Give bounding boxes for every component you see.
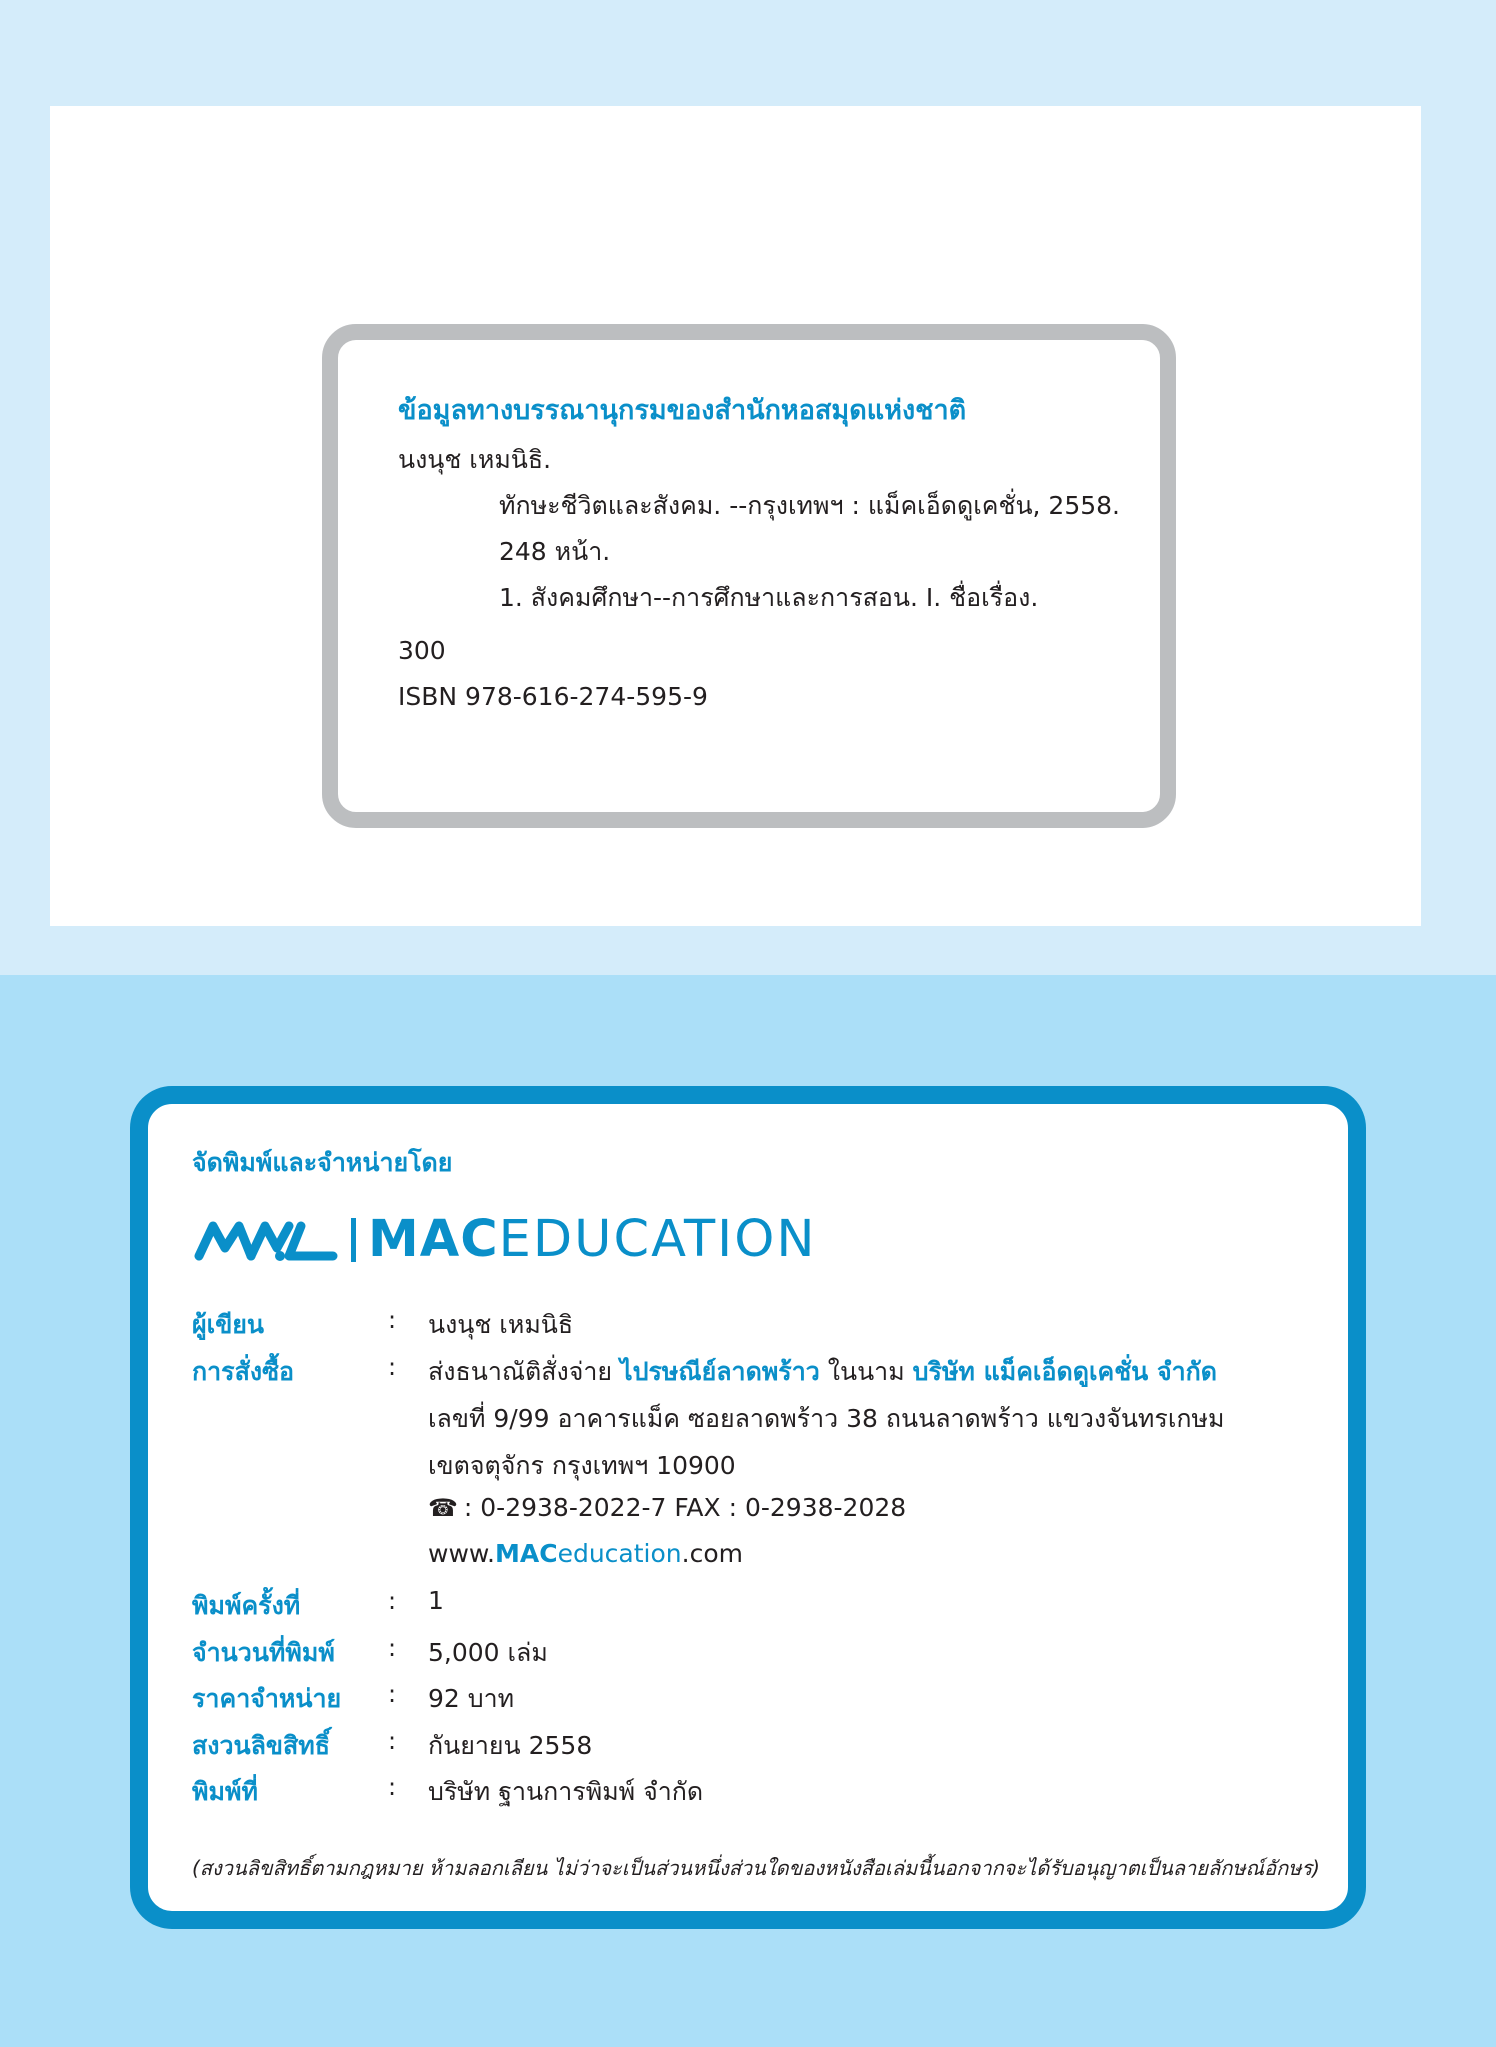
price-colon: :	[388, 1680, 397, 1708]
telephone-icon: ☎	[428, 1494, 458, 1522]
author-colon: :	[388, 1306, 397, 1334]
order-value	[428, 1352, 1217, 1392]
logo-education-text: EDUCATION	[498, 1210, 817, 1269]
price-label: ราคาจำหน่าย	[192, 1684, 342, 1713]
phone-fax-text: : 0-2938-2022-7 FAX : 0-2938-2028	[463, 1493, 907, 1522]
price-value: 92 บาท	[428, 1684, 515, 1713]
cip-isbn: ISBN 978-616-274-595-9	[398, 682, 708, 711]
logo-mac-text: MAC	[368, 1210, 499, 1269]
copyright-value: กันยายน 2558	[428, 1731, 593, 1760]
cip-subjects: 1. สังคมศึกษา--การศึกษาและการสอน. I. ชื่อเรื่อง.	[499, 583, 1039, 612]
cip-title-line: ทักษะชีวิตและสังคม. --กรุงเทพฯ : แม็คเอ็ดดูเคชั่น, 2558.	[499, 491, 1120, 520]
order-company: บริษัท แม็คเอ็ดดูเคชั่น จำกัด	[912, 1357, 1218, 1386]
order-colon: :	[388, 1353, 397, 1381]
printer-colon: :	[388, 1773, 397, 1801]
order-label: การสั่งซื้อ	[192, 1357, 295, 1386]
website-prefix: www.	[428, 1539, 495, 1568]
edition-colon: :	[388, 1587, 397, 1615]
cip-classification: 300	[398, 636, 446, 665]
copyright-label: สงวนลิขสิทธิ์	[192, 1731, 331, 1760]
cip-author: นงนุช เหมนิธิ.	[398, 445, 552, 474]
copyright-colon: :	[388, 1727, 397, 1755]
author-value: นงนุช เหมนิธิ	[428, 1310, 574, 1339]
cip-pages: 248 หน้า.	[499, 537, 611, 566]
edition-value: 1	[428, 1586, 444, 1615]
logo-wordmark	[368, 1212, 817, 1268]
mac-logo-icon	[193, 1218, 341, 1262]
copyright-footnote: (สงวนลิขสิทธิ์ตามกฎหมาย ห้ามลอกเลียน ไม่ว่าจะเป็นส่วนหนึ่งส่วนใดของหนังสือเล่มนี้นอกจากจะได้รับอนุญาตเป็นลายลักษณ์อักษร)	[192, 1856, 1320, 1880]
copies-value: 5,000 เล่ม	[428, 1638, 548, 1667]
website	[428, 1539, 743, 1568]
edition-label: พิมพ์ครั้งที่	[192, 1591, 301, 1620]
publisher-heading: จัดพิมพ์และจำหน่ายโดย	[192, 1148, 453, 1177]
website-mac: MAC	[495, 1539, 558, 1568]
copies-label: จำนวนที่พิมพ์	[192, 1638, 335, 1667]
mac-education-logo	[193, 1212, 817, 1268]
printer-label: พิมพ์ที่	[192, 1777, 258, 1806]
logo-divider	[351, 1218, 356, 1262]
phone-line	[428, 1493, 906, 1522]
address-line-2: เขตจตุจักร กรุงเทพฯ 10900	[428, 1451, 736, 1480]
order-in-name: ในนาม	[827, 1357, 905, 1386]
website-education: education	[557, 1539, 682, 1568]
copies-colon: :	[388, 1634, 397, 1662]
author-label: ผู้เขียน	[192, 1310, 265, 1339]
website-suffix: .com	[681, 1539, 743, 1568]
order-prefix: ส่งธนาณัติสั่งจ่าย	[428, 1357, 613, 1386]
order-post-office: ไปรษณีย์ลาดพร้าว	[620, 1357, 820, 1386]
cip-title: ข้อมูลทางบรรณานุกรมของสำนักหอสมุดแห่งชาติ	[398, 395, 967, 426]
address-line-1: เลขที่ 9/99 อาคารแม็ค ซอยลาดพร้าว 38 ถนนลาดพร้าว แขวงจันทรเกษม	[428, 1404, 1225, 1433]
printer-value: บริษัท ฐานการพิมพ์ จำกัด	[428, 1777, 704, 1806]
